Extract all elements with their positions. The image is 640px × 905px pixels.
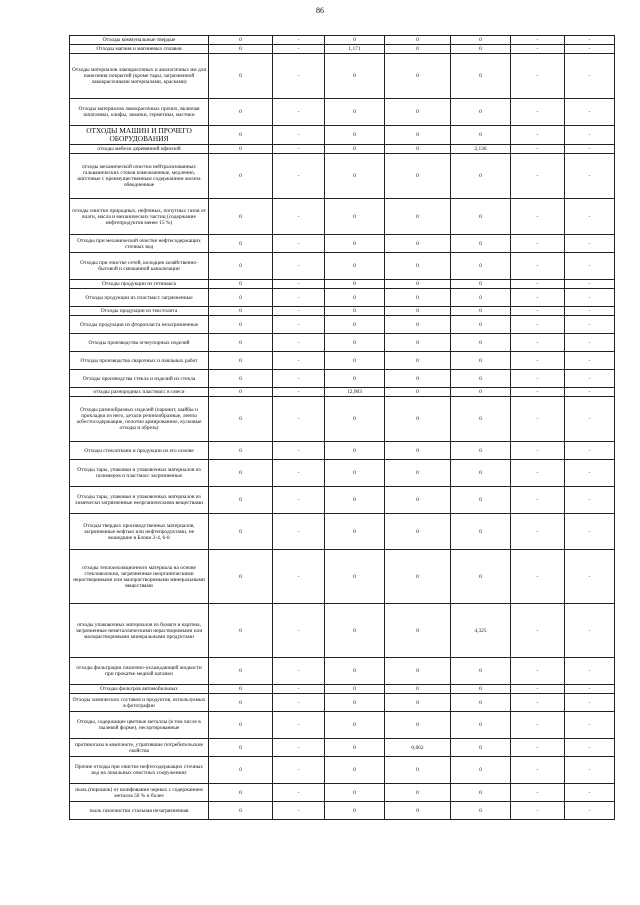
value-cell: 0 — [385, 145, 451, 154]
waste-name-cell: отходы мебели деревянной офисной — [70, 145, 209, 154]
value-cell: 0 — [209, 199, 273, 235]
waste-name-cell: Отходы, содержащие цветные металлы (в том числе в пылевой форме), несортированные — [70, 712, 209, 739]
table-row — [70, 316, 615, 334]
waste-name-cell: отходы механической очистки нейтрализованных гальванических стоков измельченные, медленно, шихтовые с преимущественным содержанием железа обводненные — [70, 154, 209, 199]
waste-name-cell: Отходы при механической очистке нефтесодержащих сточных вод — [70, 235, 209, 253]
table-row — [70, 784, 615, 802]
value-cell: 0 — [325, 307, 385, 316]
table-row — [70, 388, 615, 397]
value-cell: 0 — [451, 99, 511, 126]
value-cell: 0 — [451, 253, 511, 280]
table-row — [70, 199, 615, 235]
value-cell: - — [511, 45, 565, 54]
value-cell: - — [273, 99, 325, 126]
waste-name-cell: Отходы производства огнеупорных изделий — [70, 334, 209, 352]
value-cell: 0 — [325, 460, 385, 487]
value-cell: - — [565, 253, 615, 280]
value-cell: - — [273, 388, 325, 397]
value-cell: 0 — [451, 307, 511, 316]
table-row — [70, 694, 615, 712]
page-number: 86 — [316, 6, 324, 15]
value-cell: 0 — [385, 658, 451, 685]
value-cell: - — [511, 199, 565, 235]
value-cell: 0 — [385, 199, 451, 235]
value-cell: - — [511, 784, 565, 802]
waste-name-cell: противогазы в комплекте, утратившие потребительские свойства — [70, 739, 209, 757]
value-cell: - — [565, 694, 615, 712]
value-cell: 0 — [385, 154, 451, 199]
table-row — [70, 352, 615, 370]
value-cell: 0 — [451, 694, 511, 712]
value-cell: 0 — [209, 289, 273, 307]
value-cell: 0 — [451, 199, 511, 235]
table-row — [70, 253, 615, 280]
table-row — [70, 99, 615, 126]
value-cell: - — [511, 280, 565, 289]
value-cell: 0 — [385, 388, 451, 397]
value-cell: 0 — [451, 442, 511, 460]
value-cell: - — [273, 514, 325, 550]
table-row — [70, 289, 615, 307]
value-cell: 0 — [325, 334, 385, 352]
value-cell: - — [273, 235, 325, 253]
value-cell: 0 — [209, 550, 273, 604]
value-cell: - — [565, 397, 615, 442]
value-cell: - — [565, 658, 615, 685]
value-cell: 0 — [209, 757, 273, 784]
value-cell: - — [565, 235, 615, 253]
waste-name-cell: пыль (порошок) от шлифования черных с содержанием металла 50 % и более — [70, 784, 209, 802]
value-cell: 0 — [325, 550, 385, 604]
value-cell: - — [273, 784, 325, 802]
value-cell: 0 — [325, 36, 385, 45]
value-cell: 0 — [209, 334, 273, 352]
waste-name-cell: Отходы производства сварочных и паяльных работ — [70, 352, 209, 370]
value-cell: - — [273, 802, 325, 820]
value-cell: 0 — [451, 316, 511, 334]
value-cell: - — [511, 604, 565, 658]
value-cell: - — [511, 154, 565, 199]
value-cell: 0 — [385, 712, 451, 739]
value-cell: - — [565, 280, 615, 289]
value-cell: 0 — [385, 289, 451, 307]
value-cell: 0 — [451, 487, 511, 514]
value-cell: 0 — [385, 514, 451, 550]
value-cell: - — [273, 487, 325, 514]
value-cell: 0 — [385, 802, 451, 820]
value-cell: - — [273, 352, 325, 370]
table-row — [70, 739, 615, 757]
waste-name-cell: Отходы продукции из гетинакса — [70, 280, 209, 289]
table-row — [70, 397, 615, 442]
value-cell: - — [273, 658, 325, 685]
waste-name-cell: Отходы коммунальные твердые — [70, 36, 209, 45]
value-cell: - — [511, 739, 565, 757]
waste-name-cell: ОТХОДЫ МАШИН И ПРОЧЕГО ОБОРУДОВАНИЯ — [70, 126, 209, 145]
value-cell: 0 — [325, 784, 385, 802]
value-cell: 0 — [209, 316, 273, 334]
value-cell: 0 — [209, 397, 273, 442]
value-cell: 0 — [385, 334, 451, 352]
value-cell: 0 — [209, 685, 273, 694]
waste-name-cell: Отходы стеклоткани и продукции из его основе — [70, 442, 209, 460]
value-cell: 1,171 — [325, 45, 385, 54]
value-cell: - — [273, 54, 325, 99]
value-cell: - — [273, 316, 325, 334]
value-cell: - — [565, 514, 615, 550]
value-cell: 0 — [209, 145, 273, 154]
waste-name-cell: Отходы фильтров автомобильных — [70, 685, 209, 694]
value-cell: - — [511, 397, 565, 442]
waste-name-cell: Отходы материалов лакокрасочных и аналогичных им для нанесения покрытий (кроме тары, загрязненной лакокрасочными материалами, красками) — [70, 54, 209, 99]
value-cell: - — [273, 757, 325, 784]
table-row — [70, 442, 615, 460]
value-cell: 0 — [385, 235, 451, 253]
value-cell: - — [565, 54, 615, 99]
value-cell: - — [511, 36, 565, 45]
value-cell: 0 — [209, 739, 273, 757]
value-cell: 0 — [209, 694, 273, 712]
value-cell: 0 — [385, 784, 451, 802]
waste-name-cell: отходы упаковочных материалов из бумаги и картона, загрязненные неметаллическими нерастворимыми или малорастворимыми минеральными продуктами — [70, 604, 209, 658]
value-cell: 0 — [385, 316, 451, 334]
value-cell: 0 — [451, 126, 511, 145]
waste-table — [69, 35, 615, 820]
value-cell: - — [511, 460, 565, 487]
table-row — [70, 54, 615, 99]
value-cell: - — [273, 253, 325, 280]
value-cell: - — [565, 550, 615, 604]
table-row — [70, 280, 615, 289]
waste-name-cell: Отходы продукции из пластмасс загрязненные — [70, 289, 209, 307]
value-cell: - — [511, 235, 565, 253]
value-cell: - — [511, 757, 565, 784]
value-cell: 0 — [325, 514, 385, 550]
value-cell: - — [565, 307, 615, 316]
value-cell: - — [565, 334, 615, 352]
value-cell: - — [511, 550, 565, 604]
value-cell: 0 — [209, 802, 273, 820]
value-cell: 0 — [325, 316, 385, 334]
waste-name-cell: отходы теплоизоляционного материала на основе стекловолокна, загрязненные неорганическими нерастворимыми или малорастворимыми минеральными веществами — [70, 550, 209, 604]
table-row — [70, 487, 615, 514]
table-row — [70, 45, 615, 54]
value-cell: - — [273, 550, 325, 604]
value-cell: 0 — [451, 397, 511, 442]
value-cell: 0 — [209, 99, 273, 126]
value-cell: - — [565, 289, 615, 307]
value-cell: 0 — [385, 694, 451, 712]
value-cell: - — [565, 145, 615, 154]
value-cell: - — [511, 658, 565, 685]
value-cell: 0 — [451, 388, 511, 397]
value-cell: 0 — [451, 154, 511, 199]
value-cell: 0 — [385, 99, 451, 126]
value-cell: - — [565, 604, 615, 658]
value-cell: 0 — [451, 802, 511, 820]
waste-name-cell: Отходы твердых производственных материалов, загрязненные нефтью или нефтепродуктами, не вошедшие в Блоки 2-4, 6-8 — [70, 514, 209, 550]
value-cell: - — [273, 289, 325, 307]
value-cell: - — [565, 126, 615, 145]
value-cell: - — [273, 307, 325, 316]
value-cell: 0 — [451, 352, 511, 370]
value-cell: - — [273, 397, 325, 442]
value-cell: 0 — [385, 45, 451, 54]
value-cell: 0 — [325, 694, 385, 712]
value-cell: - — [565, 99, 615, 126]
value-cell: 0 — [209, 235, 273, 253]
value-cell: - — [511, 694, 565, 712]
value-cell: 0 — [325, 397, 385, 442]
table-row — [70, 604, 615, 658]
table-row — [70, 36, 615, 45]
value-cell: 0 — [385, 460, 451, 487]
value-cell: - — [273, 145, 325, 154]
value-cell: 0 — [209, 54, 273, 99]
value-cell: - — [565, 685, 615, 694]
value-cell: - — [511, 802, 565, 820]
value-cell: - — [565, 802, 615, 820]
waste-name-cell: отходы фильтрации смазочно-охлаждающей жидкости при прокатке медной катанки — [70, 658, 209, 685]
value-cell: - — [511, 388, 565, 397]
value-cell: 0 — [209, 514, 273, 550]
value-cell: 0 — [209, 487, 273, 514]
value-cell: 0 — [385, 757, 451, 784]
value-cell: 0 — [209, 442, 273, 460]
waste-name-cell: Отходы разнообразных изделий (паронит, шайбы и прокладки из него, детали резинообразные, ленты асбестосодержащие, полотно армированное, кусковые отходы и обрезь) — [70, 397, 209, 442]
value-cell: 0 — [209, 45, 273, 54]
value-cell: - — [273, 45, 325, 54]
value-cell: 0 — [325, 370, 385, 388]
value-cell: 0 — [385, 36, 451, 45]
value-cell: 0 — [451, 289, 511, 307]
waste-name-cell: Отходы материалов лакокрасочных прочих, включая шпатлевки, олифы, замазки, герметики, мастики — [70, 99, 209, 126]
table-row — [70, 370, 615, 388]
waste-name-cell: Отходы при очистке сетей, колодцев хозяйственно-бытовой и смешанной канализации — [70, 253, 209, 280]
table-row — [70, 514, 615, 550]
value-cell: 0 — [451, 712, 511, 739]
value-cell: - — [511, 145, 565, 154]
value-cell: - — [511, 289, 565, 307]
value-cell: - — [565, 352, 615, 370]
waste-name-cell: Прочие отходы при очистке нефтесодержащих сточных вод на локальных очистных сооружениях — [70, 757, 209, 784]
value-cell: - — [565, 487, 615, 514]
value-cell: - — [565, 712, 615, 739]
value-cell: 0 — [385, 604, 451, 658]
value-cell: 0 — [451, 235, 511, 253]
value-cell: - — [511, 126, 565, 145]
value-cell: - — [565, 45, 615, 54]
value-cell: 0 — [385, 370, 451, 388]
value-cell: 0 — [325, 604, 385, 658]
value-cell: 4,325 — [451, 604, 511, 658]
value-cell: - — [511, 316, 565, 334]
table-row — [70, 307, 615, 316]
waste-name-cell: Отходы магния и магниевых сплавов — [70, 45, 209, 54]
value-cell: 0 — [209, 712, 273, 739]
value-cell: 0 — [325, 658, 385, 685]
value-cell: - — [511, 712, 565, 739]
value-cell: - — [565, 316, 615, 334]
table-row — [70, 460, 615, 487]
value-cell: 0 — [451, 757, 511, 784]
value-cell: 0 — [385, 307, 451, 316]
value-cell: - — [273, 280, 325, 289]
value-cell: - — [273, 460, 325, 487]
value-cell: - — [565, 739, 615, 757]
table-row — [70, 154, 615, 199]
table-row — [70, 145, 615, 154]
value-cell: 0 — [325, 99, 385, 126]
value-cell: - — [273, 199, 325, 235]
table-row — [70, 334, 615, 352]
value-cell: - — [565, 442, 615, 460]
value-cell: 0 — [325, 739, 385, 757]
value-cell: 0 — [325, 442, 385, 460]
value-cell: - — [273, 694, 325, 712]
value-cell: - — [511, 253, 565, 280]
waste-name-cell: Отходы продукции из фторопласта незагрязненные — [70, 316, 209, 334]
value-cell: - — [511, 442, 565, 460]
value-cell: - — [511, 99, 565, 126]
value-cell: 0 — [325, 154, 385, 199]
value-cell: - — [565, 388, 615, 397]
value-cell: 0 — [385, 685, 451, 694]
waste-name-cell: отходы очистки природных, нефтяных, попутных газов от влаги, масла и механических частиц (содержание нефтепродуктов менее 15 %) — [70, 199, 209, 235]
waste-name-cell: Отходы продукции из текстолита — [70, 307, 209, 316]
value-cell: 0 — [385, 253, 451, 280]
value-cell: 0 — [451, 45, 511, 54]
value-cell: 0 — [209, 658, 273, 685]
value-cell: - — [511, 54, 565, 99]
value-cell: 0 — [451, 370, 511, 388]
value-cell: 0 — [209, 154, 273, 199]
value-cell: 0 — [451, 658, 511, 685]
value-cell: - — [511, 352, 565, 370]
value-cell: 0 — [325, 145, 385, 154]
value-cell: 0 — [385, 442, 451, 460]
value-cell: 0 — [209, 352, 273, 370]
value-cell: 0 — [209, 370, 273, 388]
waste-name-cell: пыль газоочистки стальная незагрязненная — [70, 802, 209, 820]
value-cell: - — [511, 370, 565, 388]
value-cell: 0 — [451, 550, 511, 604]
value-cell: - — [273, 334, 325, 352]
value-cell: 0 — [209, 36, 273, 45]
waste-name-cell: отходы разнородных пластмасс в смеси — [70, 388, 209, 397]
value-cell: 0 — [325, 685, 385, 694]
value-cell: 0 — [451, 739, 511, 757]
value-cell: - — [273, 739, 325, 757]
value-cell: - — [565, 36, 615, 45]
value-cell: - — [273, 126, 325, 145]
table-row — [70, 658, 615, 685]
value-cell: 0 — [325, 757, 385, 784]
value-cell: - — [565, 784, 615, 802]
value-cell: 0 — [325, 487, 385, 514]
value-cell: 0 — [209, 784, 273, 802]
value-cell: 0 — [325, 712, 385, 739]
value-cell: 0 — [209, 460, 273, 487]
value-cell: 0 — [325, 199, 385, 235]
value-cell: 12,903 — [325, 388, 385, 397]
table-row — [70, 802, 615, 820]
waste-name-cell: Отходы производства стекла и изделий из стекла — [70, 370, 209, 388]
value-cell: 0 — [325, 235, 385, 253]
value-cell: 0 — [385, 397, 451, 442]
waste-name-cell: Отходы тары, упаковки и упаковочных материалов из полимеров и пластмасс загрязненные — [70, 460, 209, 487]
value-cell: 0 — [209, 126, 273, 145]
value-cell: - — [273, 154, 325, 199]
value-cell: 0 — [209, 388, 273, 397]
value-cell: 0 — [325, 280, 385, 289]
value-cell: 0 — [209, 280, 273, 289]
value-cell: - — [511, 514, 565, 550]
table-row — [70, 235, 615, 253]
value-cell: 0 — [385, 550, 451, 604]
value-cell: - — [565, 370, 615, 388]
value-cell: 0,662 — [385, 739, 451, 757]
table-row — [70, 550, 615, 604]
value-cell: - — [511, 307, 565, 316]
value-cell: 0 — [451, 36, 511, 45]
value-cell: - — [565, 757, 615, 784]
value-cell: 0 — [451, 514, 511, 550]
value-cell: 0 — [209, 253, 273, 280]
value-cell: 0 — [451, 460, 511, 487]
value-cell: 0 — [325, 802, 385, 820]
value-cell: 0 — [385, 280, 451, 289]
value-cell: 0 — [325, 126, 385, 145]
value-cell: 0 — [209, 307, 273, 316]
table-row — [70, 685, 615, 694]
value-cell: 0 — [325, 253, 385, 280]
value-cell: - — [273, 370, 325, 388]
value-cell: 0 — [325, 54, 385, 99]
waste-name-cell: Отходы тары, упаковки и упаковочных материалов из химически загрязненные неорганическими веществами — [70, 487, 209, 514]
value-cell: 0 — [325, 289, 385, 307]
value-cell: - — [273, 712, 325, 739]
table-row — [70, 712, 615, 739]
value-cell: - — [511, 334, 565, 352]
value-cell: - — [565, 460, 615, 487]
value-cell: 0 — [451, 280, 511, 289]
value-cell: 0 — [385, 54, 451, 99]
value-cell: - — [273, 442, 325, 460]
value-cell: 0 — [385, 352, 451, 370]
value-cell: 0 — [385, 126, 451, 145]
value-cell: 0 — [385, 487, 451, 514]
value-cell: 2,136 — [451, 145, 511, 154]
value-cell: - — [273, 604, 325, 658]
value-cell: - — [511, 685, 565, 694]
table-row — [70, 126, 615, 145]
value-cell: 0 — [451, 784, 511, 802]
value-cell: 0 — [451, 54, 511, 99]
value-cell: 0 — [325, 352, 385, 370]
value-cell: 0 — [209, 604, 273, 658]
value-cell: 0 — [451, 334, 511, 352]
waste-name-cell: Отходы химических составов и продуктов, используемых в фотографии — [70, 694, 209, 712]
value-cell: - — [511, 487, 565, 514]
value-cell: - — [565, 154, 615, 199]
table-row — [70, 757, 615, 784]
value-cell: - — [273, 685, 325, 694]
value-cell: - — [273, 36, 325, 45]
value-cell: 0 — [451, 685, 511, 694]
value-cell: - — [565, 199, 615, 235]
